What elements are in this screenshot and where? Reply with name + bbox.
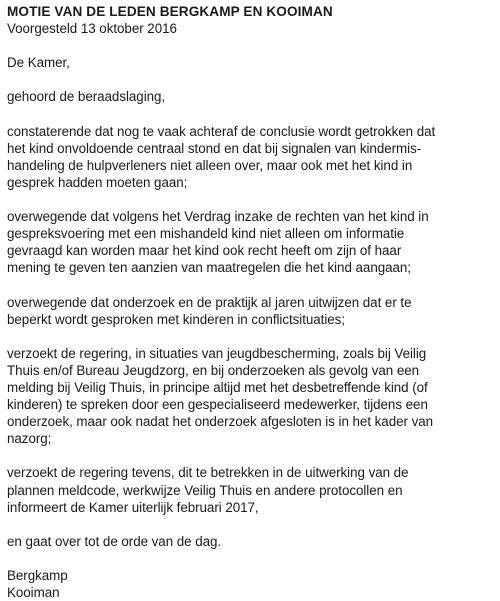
paragraph-line: verzoekt de regering, in situaties van jeugdbescherming, zoals bij Veilig: [7, 345, 427, 361]
paragraph-line: mening te geven ten aanzien van maatregelen die het kind aangaan;: [7, 260, 411, 276]
salutation: De Kamer,: [7, 55, 70, 71]
paragraph-line: gesprek hadden moeten gaan;: [7, 174, 188, 190]
paragraph-line: plannen meldcode, werkwijze Veilig Thuis en andere protocollen en: [7, 482, 403, 498]
motion-paragraph: [7, 533, 495, 550]
paragraph-line: beperkt wordt gesproken met kinderen in conflictsituaties;: [7, 311, 345, 327]
paragraph-line: onderzoek, maar ook nadat het onderzoek afgesloten is in het kader van: [7, 414, 434, 430]
paragraph-line: gespreksvoering met een mishandeld kind niet alleen om informatie: [7, 226, 405, 242]
motion-paragraph: [7, 345, 495, 448]
motion-body: [7, 123, 495, 550]
paragraph-line: en gaat over tot de orde van de dag.: [7, 533, 222, 549]
motion-paragraph: [7, 294, 495, 328]
proposal-date: Voorgesteld 13 oktober 2016: [7, 21, 177, 37]
signatory-name: Kooiman: [7, 585, 60, 601]
motion-document: [7, 3, 495, 601]
paragraph-line: nazorg;: [7, 431, 52, 447]
paragraph-line: melding bij Veilig Thuis, in principe altijd met het desbetreffende kind (of: [7, 379, 428, 395]
paragraph-line: handeling de hulpverleners niet alleen over, maar ook met het kind in: [7, 157, 413, 173]
paragraph-line: overwegende dat volgens het Verdrag inzake de rechten van het kind in: [7, 209, 429, 225]
signatories: [7, 567, 495, 601]
paragraph-line: Thuis en/of Bureau Jeugdzorg, en bij onderzoeken als gevolg van een: [7, 362, 420, 378]
heard-clause: gehoord de beraadslaging,: [7, 89, 166, 105]
paragraph-line: gevraagd kan worden maar het kind ook recht heeft om zijn of haar: [7, 243, 402, 259]
paragraph-line: constaterende dat nog te vaak achteraf de conclusie wordt getrokken dat: [7, 123, 436, 139]
paragraph-line: overwegende dat onderzoek en de praktijk al jaren uitwijzen dat er te: [7, 294, 412, 310]
signatory-name: Bergkamp: [7, 568, 68, 583]
document-title: MOTIE VAN DE LEDEN BERGKAMP EN KOOIMAN: [7, 4, 333, 19]
motion-paragraph: [7, 123, 495, 191]
paragraph-line: het kind onvoldoende centraal stond en dat bij signalen van kindermis-: [7, 140, 422, 156]
motion-paragraph: [7, 464, 495, 515]
paragraph-line: informeert de Kamer uiterlijk februari 2017,: [7, 499, 259, 515]
motion-paragraph: [7, 208, 495, 276]
paragraph-line: verzoekt de regering tevens, dit te betrekken in de uitwerking van de: [7, 465, 409, 481]
paragraph-line: kinderen) te spreken door een gespecialiseerd medewerker, tijdens een: [7, 397, 428, 413]
